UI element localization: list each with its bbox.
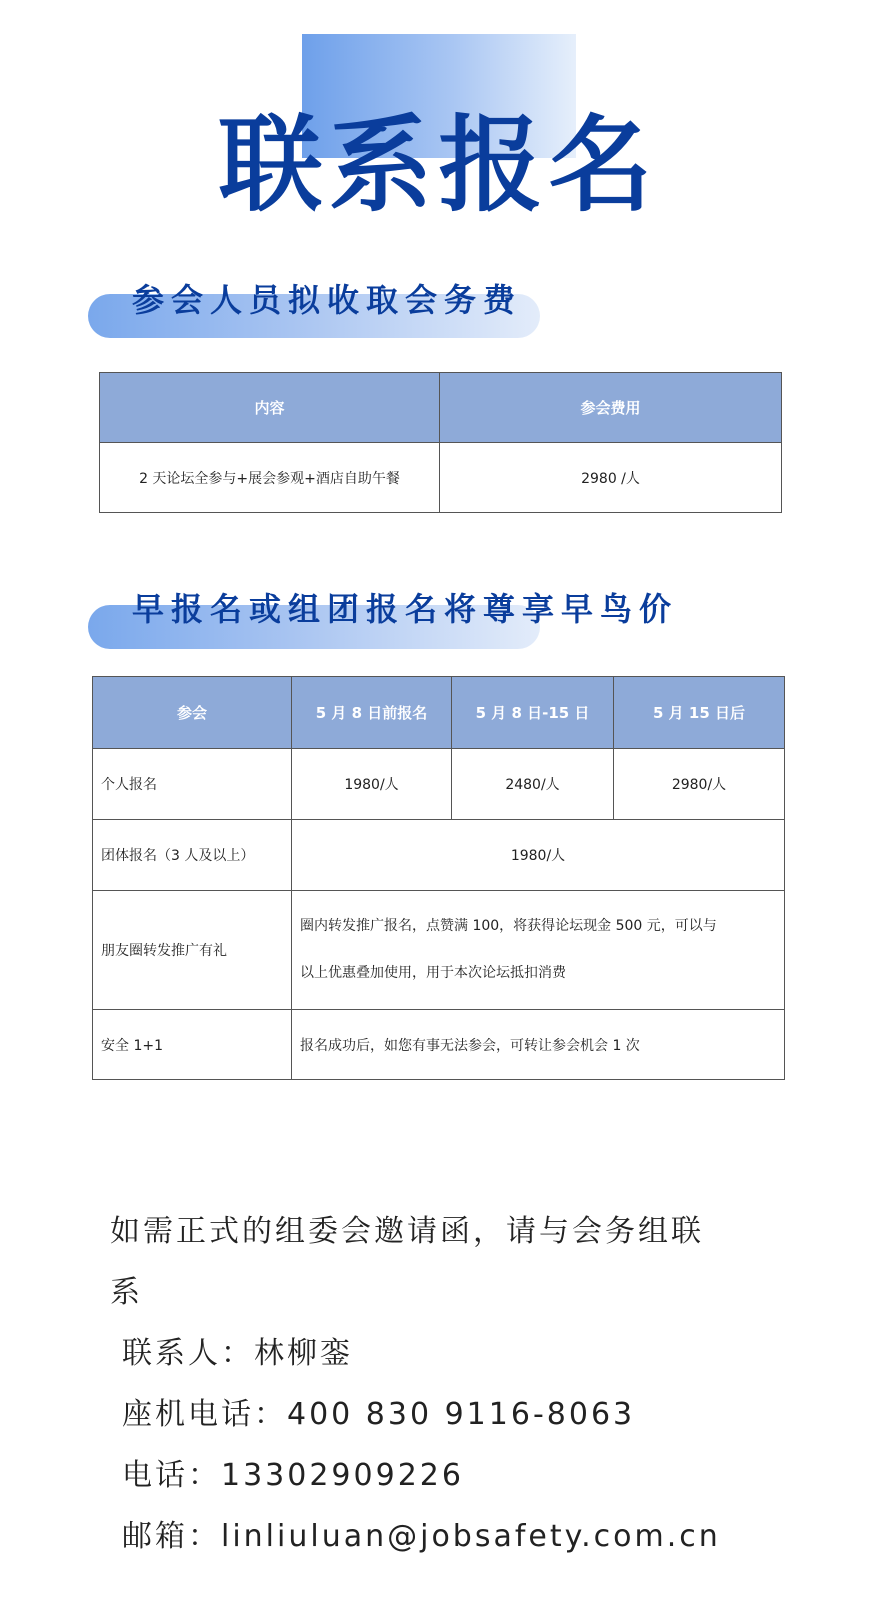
table-row — [100, 443, 782, 513]
safety-label: 安全 1+1 — [93, 1010, 292, 1080]
contact-person: 联系人：林柳銮 — [122, 1336, 353, 1371]
moments-description-line2: 以上优惠叠加使用，用于本次论坛抵扣消费 — [300, 965, 566, 981]
individual-price-late: 2980/人 — [614, 749, 785, 820]
group-label: 团体报名（3 人及以上） — [93, 820, 292, 891]
fee-header-content: 内容 — [100, 373, 440, 443]
page-title: 联系报名 — [218, 104, 659, 226]
table-row — [93, 820, 785, 891]
early-header-type: 参会 — [93, 677, 292, 749]
fee-header-cost: 参会费用 — [440, 373, 782, 443]
fee-content-cell: 2 天论坛全参与+展会参观+酒店自助午餐 — [100, 443, 440, 513]
early-table-header-row — [93, 677, 785, 749]
group-price: 1980/人 — [292, 820, 785, 891]
early-bird-table — [92, 676, 785, 1080]
table-row — [93, 749, 785, 820]
section-heading-fee: 参会人员拟收取会务费 — [132, 281, 523, 319]
section-heading-early: 早报名或组团报名将尊享早鸟价 — [132, 590, 679, 628]
individual-price-early: 1980/人 — [292, 749, 452, 820]
moments-description-line1: 圈内转发推广报名，点赞满 100，将获得论坛现金 500 元，可以与 — [300, 918, 717, 934]
fee-cost-cell: 2980 /人 — [440, 443, 782, 513]
early-header-before-may8: 5 月 8 日前报名 — [292, 677, 452, 749]
safety-description: 报名成功后，如您有事无法参会，可转让参会机会 1 次 — [292, 1010, 785, 1080]
contact-email: 邮箱：linliuluan@jobsafety.com.cn — [122, 1519, 721, 1554]
fee-table-header-row — [100, 373, 782, 443]
table-row — [93, 1010, 785, 1080]
contact-phone: 电话：13302909226 — [122, 1458, 464, 1493]
invitation-note-line1: 如需正式的组委会邀请函，请与会务组联 — [110, 1214, 704, 1249]
moments-label: 朋友圈转发推广有礼 — [93, 891, 292, 1010]
invitation-note-line2: 系 — [110, 1275, 143, 1310]
individual-price-mid: 2480/人 — [452, 749, 614, 820]
fee-table — [99, 372, 782, 513]
table-row — [93, 891, 785, 1010]
early-header-may8-15: 5 月 8 日-15 日 — [452, 677, 614, 749]
individual-label: 个人报名 — [93, 749, 292, 820]
moments-description — [292, 891, 785, 1010]
contact-landline: 座机电话：400 830 9116-8063 — [122, 1397, 636, 1432]
early-header-after-may15: 5 月 15 日后 — [614, 677, 785, 749]
